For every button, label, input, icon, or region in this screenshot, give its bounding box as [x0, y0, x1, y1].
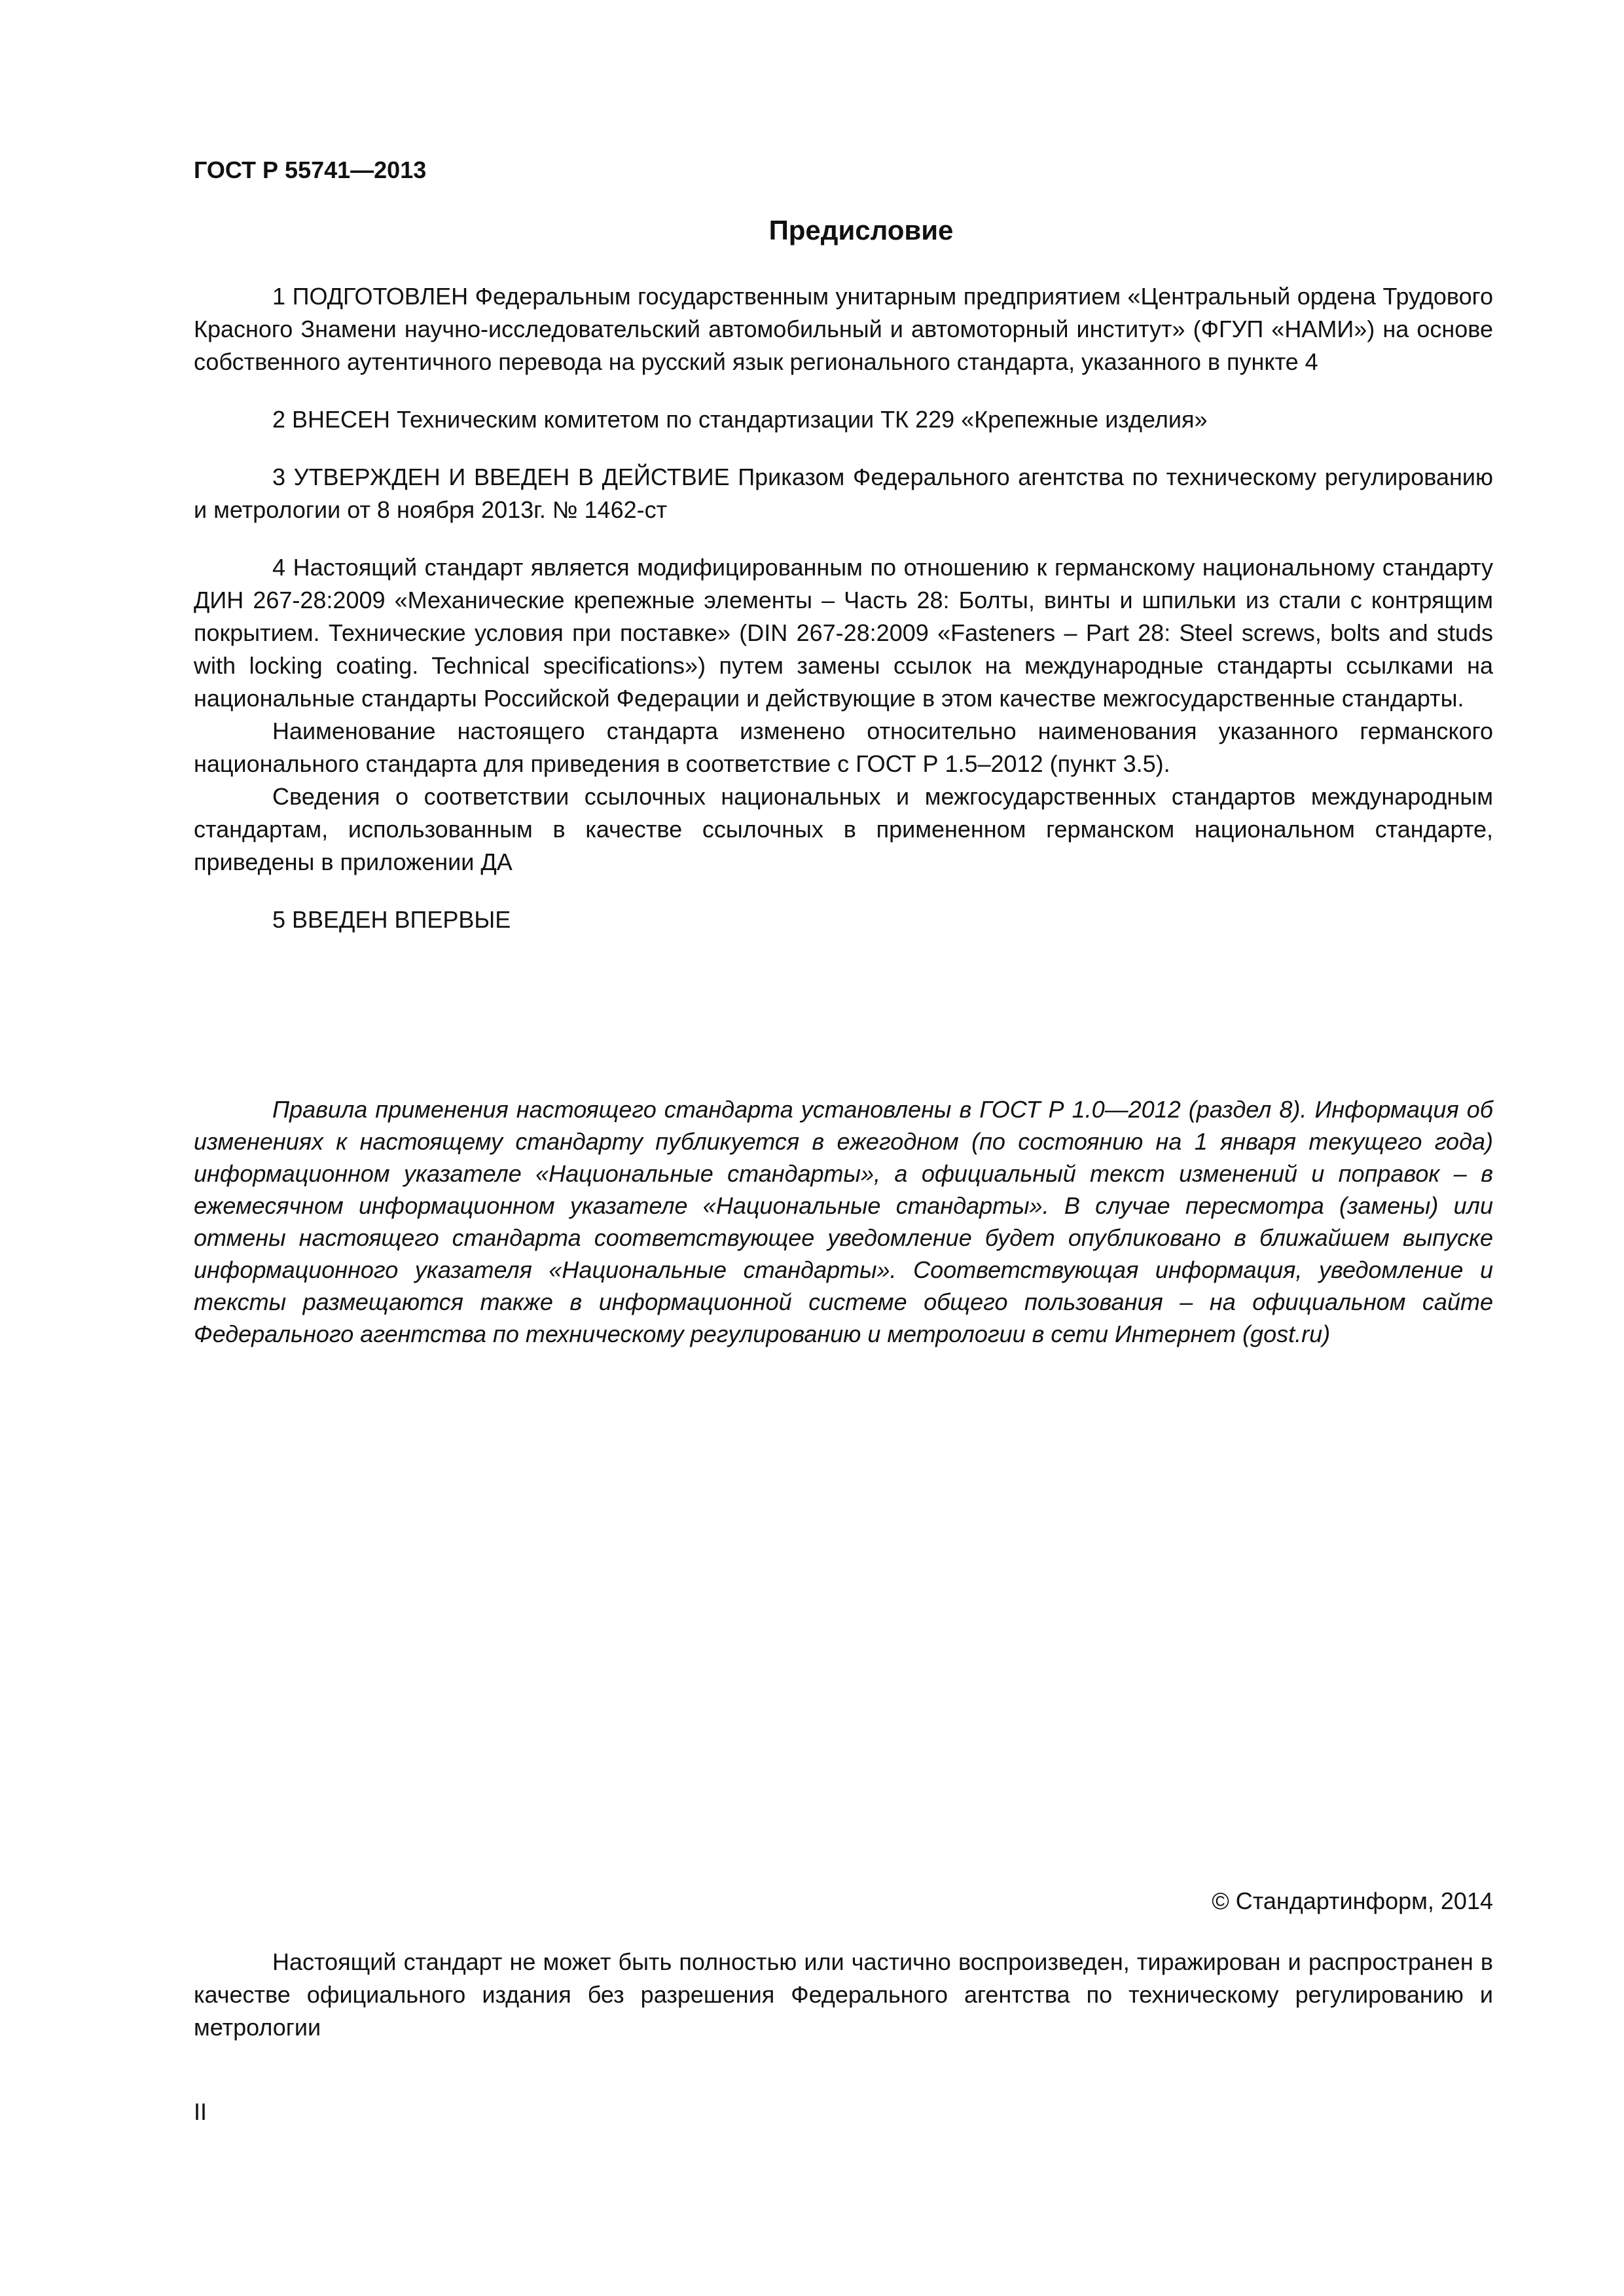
paragraph-name-change: Наименование настоящего стандарта изменено относительно наименования указанного германского национального стандарта для приведения в соответствие с ГОСТ Р 1.5–2012 (пункт 3.5).	[194, 718, 1493, 777]
paragraph-introduced: 2 ВНЕСЕН Техническим комитетом по стандартизации ТК 229 «Крепежные изделия»	[272, 406, 1208, 433]
reproduction-notice: Настоящий стандарт не может быть полностью или частично воспроизведен, тиражирован и распространен в качестве официального издания без разрешения Федерального агентства по техническому регулированию и метрологии	[194, 1948, 1493, 2041]
document-id: ГОСТ Р 55741—2013	[194, 156, 427, 183]
rules-notice: Правила применения настоящего стандарта установлены в ГОСТ Р 1.0—2012 (раздел 8). Информация об изменениях к настоящему стандарту публикуется в ежегодном (по состоянию на 1 января текущего года) информационном указателе «Национальные стандарты», а официальный текст изменений и поправок – в ежемесячном информационном указателе «Национальные стандарты». В случае пересмотра (замены) или отмены настоящего стандарта соответствующее уведомление будет опубликовано в ближайшем выпуске информационного указателя «Национальные стандарты». Соответствующая информация, уведомление и тексты размещаются также в информационной системе общего пользования – на официальном сайте Федерального агентства по техническому регулированию и метрологии в сети Интернет (gost.ru)	[194, 1096, 1493, 1347]
rules-notice-block	[194, 1093, 1493, 1350]
copyright: © Стандартинформ, 2014	[1212, 1887, 1493, 1914]
paragraph-prepared: 1 ПОДГОТОВЛЕН Федеральным государственным унитарным предприятием «Центральный ордена Трудового Красного Знамени научно-исследовательский автомобильный и автомоторный институт» (ФГУП «НАМИ») на основе собственного аутентичного перевода на русский язык регионального стандарта, указанного в пункте 4	[194, 283, 1493, 375]
paragraph-first-introduced: 5 ВВЕДЕН ВПЕРВЫЕ	[272, 906, 511, 933]
page-title: Предисловие	[768, 215, 954, 246]
paragraph-references: Сведения о соответствии ссылочных национальных и межгосударственных стандартов международным стандартам, использованным в качестве ссылочных в примененном германском национальном стандарте, приведены в приложении ДА	[194, 783, 1493, 875]
paragraph-approved: 3 УТВЕРЖДЕН И ВВЕДЕН В ДЕЙСТВИЕ Приказом Федерального агентства по техническому регулированию и метрологии от 8 ноября 2013г. № 1462-ст	[194, 464, 1493, 523]
page-number: II	[194, 2098, 208, 2125]
reproduction-notice-block	[194, 1946, 1493, 2044]
preface-body	[194, 280, 1493, 936]
paragraph-modified: 4 Настоящий стандарт является модифицированным по отношению к германскому национальному стандарту ДИН 267-28:2009 «Механические крепежные элементы – Часть 28: Болты, винты и шпильки из стали с контрящим покрытием. Технические условия при поставке» (DIN 267-28:2009 «Fasteners – Part 28: Steel screws, bolts and studs with locking coating. Technical specifications») путем замены ссылок на международные стандарты ссылками на национальные стандарты Российской Федерации и действующие в этом качестве межгосударственные стандарты.	[194, 554, 1493, 712]
